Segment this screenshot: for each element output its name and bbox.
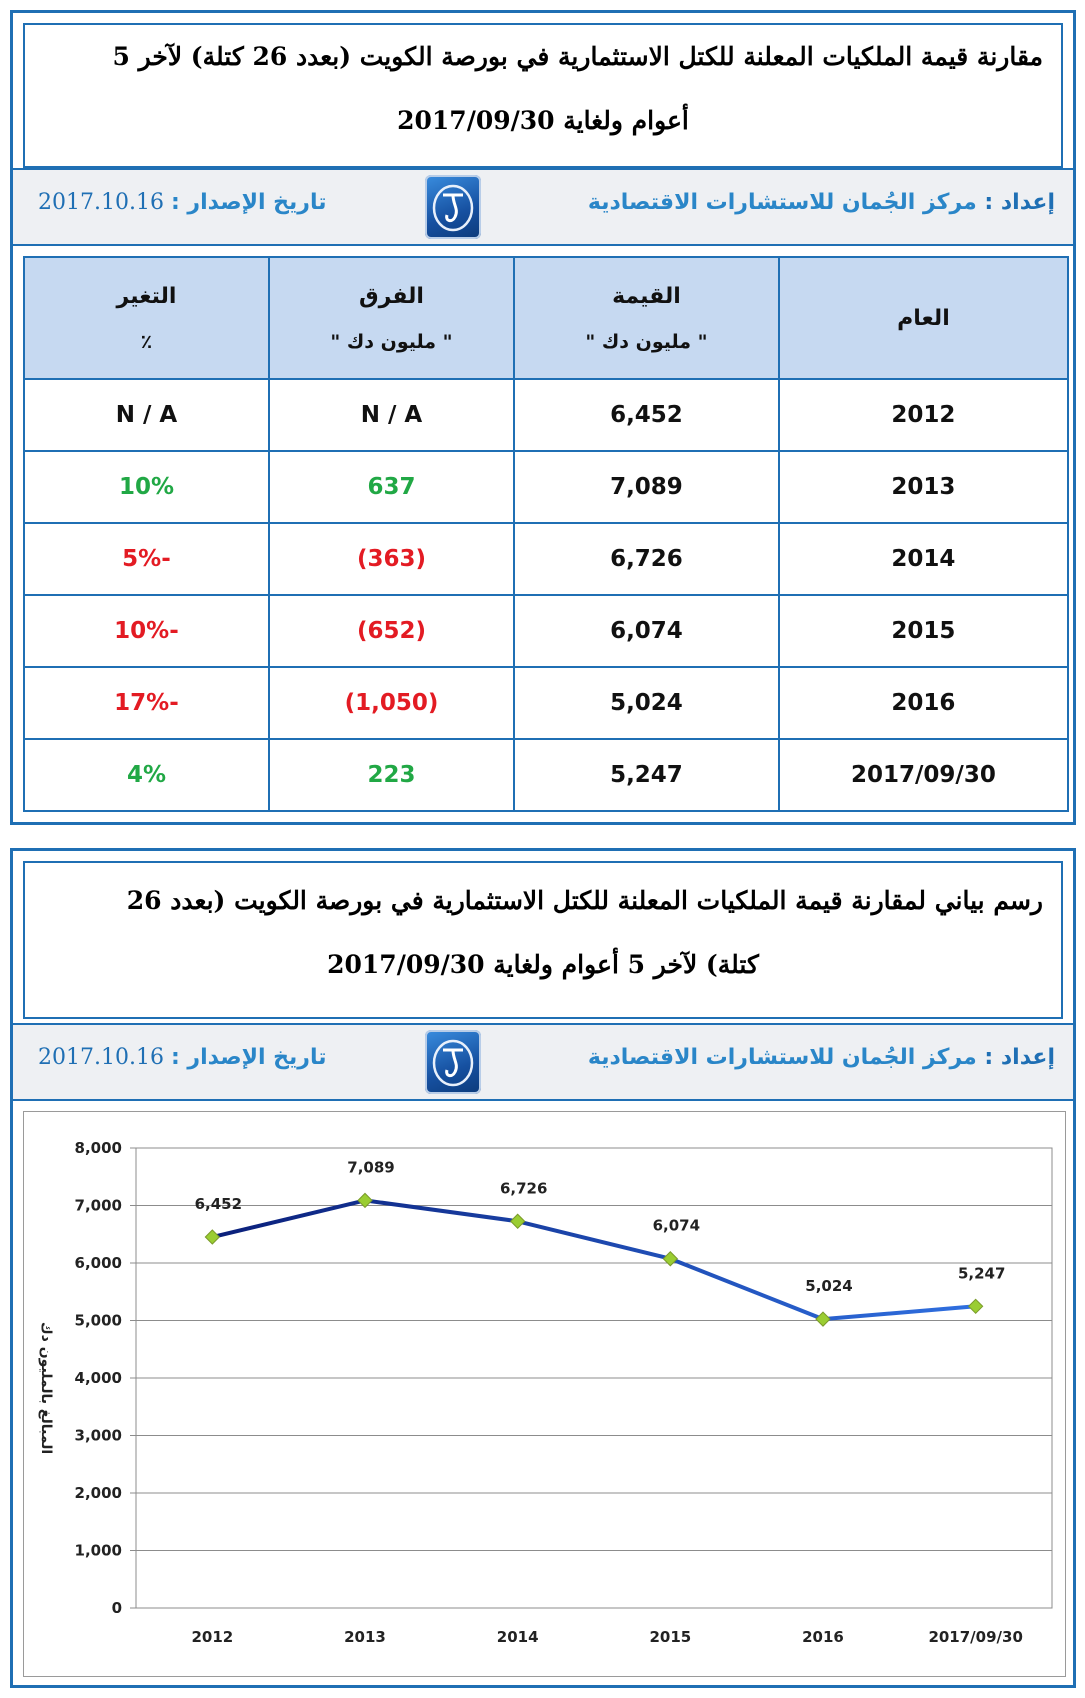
prepared-label: إعداد : (984, 190, 1055, 215)
y-axis-label: المبالغ بالمليون دك (38, 1321, 54, 1455)
cell-year: 2016 (779, 667, 1068, 739)
cell-change: -5% (24, 523, 269, 595)
chart-title-line2: كتلة) لآخر 5 أعوام ولغاية 2017/09/30 (327, 950, 759, 979)
cell-change: -17% (24, 667, 269, 739)
table-row (24, 379, 1068, 451)
cell-diff: 637 (269, 451, 514, 523)
cell-year: 2013 (779, 451, 1068, 523)
jumman-logo-icon (425, 1030, 481, 1094)
issue-label: تاريخ الإصدار : (170, 190, 327, 215)
x-tick-label: 2017/09/30 (928, 1628, 1023, 1646)
prepared-label: إعداد : (984, 1045, 1055, 1070)
table-row (24, 595, 1068, 667)
x-tick-label: 2012 (191, 1628, 234, 1646)
y-tick-label: 8,000 (74, 1139, 122, 1157)
cell-year: 2014 (779, 523, 1068, 595)
header-diff-unit: " مليون دك " (330, 330, 453, 353)
issue-label: تاريخ الإصدار : (170, 1045, 327, 1070)
data-label: 6,452 (194, 1195, 243, 1214)
table-title (23, 23, 1063, 168)
header-value: القيمة " مليون دك " (514, 257, 779, 379)
chart-panel (10, 848, 1076, 1688)
y-tick-label: 7,000 (74, 1196, 122, 1215)
cell-year: 2012 (779, 379, 1068, 451)
data-label: 6,074 (652, 1216, 701, 1235)
jumman-logo-icon (425, 175, 481, 239)
y-tick-label: 1,000 (74, 1541, 122, 1560)
cell-value: 6,452 (514, 379, 779, 451)
issue-date (38, 1045, 326, 1070)
cell-value: 5,024 (514, 667, 779, 739)
prepared-by-name: مركز الجُمان للاستشارات الاقتصادية (587, 1045, 977, 1070)
table-title-line2: أعوام ولغاية 2017/09/30 (397, 106, 689, 135)
cell-diff: (1,050) (269, 667, 514, 739)
cell-diff: 223 (269, 739, 514, 811)
table-panel (10, 10, 1076, 825)
x-tick-label: 2016 (802, 1628, 844, 1646)
cell-change: -10% (24, 595, 269, 667)
issue-date (38, 190, 326, 215)
header-year: العام (779, 257, 1068, 379)
header-value-unit: " مليون دك " (585, 330, 708, 353)
header-diff: الفرق " مليون دك " (269, 257, 514, 379)
y-tick-label: 5,000 (74, 1311, 122, 1330)
meta-bar (13, 1023, 1073, 1101)
cell-value: 7,089 (514, 451, 779, 523)
chart-svg (24, 1112, 1065, 1676)
table-row (24, 451, 1068, 523)
cell-value: 6,074 (514, 595, 779, 667)
table-title-line1: مقارنة قيمة الملكيات المعلنة للكتل الاستثمارية في بورصة الكويت (بعدد 26 كتلة) لآخر 5 (112, 42, 1043, 71)
cell-value: 6,726 (514, 523, 779, 595)
table-header-row (24, 257, 1068, 379)
cell-change: 10% (24, 451, 269, 523)
cell-year: 2015 (779, 595, 1068, 667)
issue-date-value: 2017.10.16 (38, 190, 164, 215)
chart-title-line1: رسم بياني لمقارنة قيمة الملكيات المعلنة للكتل الاستثمارية في بورصة الكويت (بعدد 26 (126, 886, 1043, 915)
cell-year: 2017/09/30 (779, 739, 1068, 811)
prepared-by (588, 1045, 1055, 1070)
x-tick-label: 2013 (344, 1628, 386, 1646)
cell-diff: (652) (269, 595, 514, 667)
data-label: 7,089 (347, 1158, 395, 1177)
data-label: 5,024 (805, 1277, 853, 1296)
y-tick-label: 0 (111, 1599, 122, 1617)
cell-change: N / A (24, 379, 269, 451)
meta-bar (13, 168, 1073, 246)
cell-diff: (363) (269, 523, 514, 595)
prepared-by (588, 190, 1055, 215)
table-row (24, 667, 1068, 739)
line-chart (23, 1111, 1066, 1677)
prepared-by-name: مركز الجُمان للاستشارات الاقتصادية (587, 190, 977, 215)
cell-diff: N / A (269, 379, 514, 451)
y-tick-label: 3,000 (74, 1426, 122, 1445)
header-change-unit: ٪ (140, 330, 153, 353)
y-tick-label: 4,000 (74, 1369, 122, 1387)
x-tick-label: 2015 (649, 1628, 692, 1646)
y-tick-label: 2,000 (74, 1484, 122, 1502)
issue-date-value: 2017.10.16 (38, 1045, 164, 1070)
data-label: 5,247 (957, 1264, 1006, 1283)
table-row (24, 523, 1068, 595)
header-change: التغير ٪ (24, 257, 269, 379)
table-row (24, 739, 1068, 811)
comparison-table (23, 256, 1069, 812)
chart-title (23, 861, 1063, 1019)
cell-value: 5,247 (514, 739, 779, 811)
data-label: 6,726 (499, 1179, 548, 1198)
cell-change: 4% (24, 739, 269, 811)
y-tick-label: 6,000 (74, 1254, 122, 1272)
x-tick-label: 2014 (496, 1628, 539, 1646)
